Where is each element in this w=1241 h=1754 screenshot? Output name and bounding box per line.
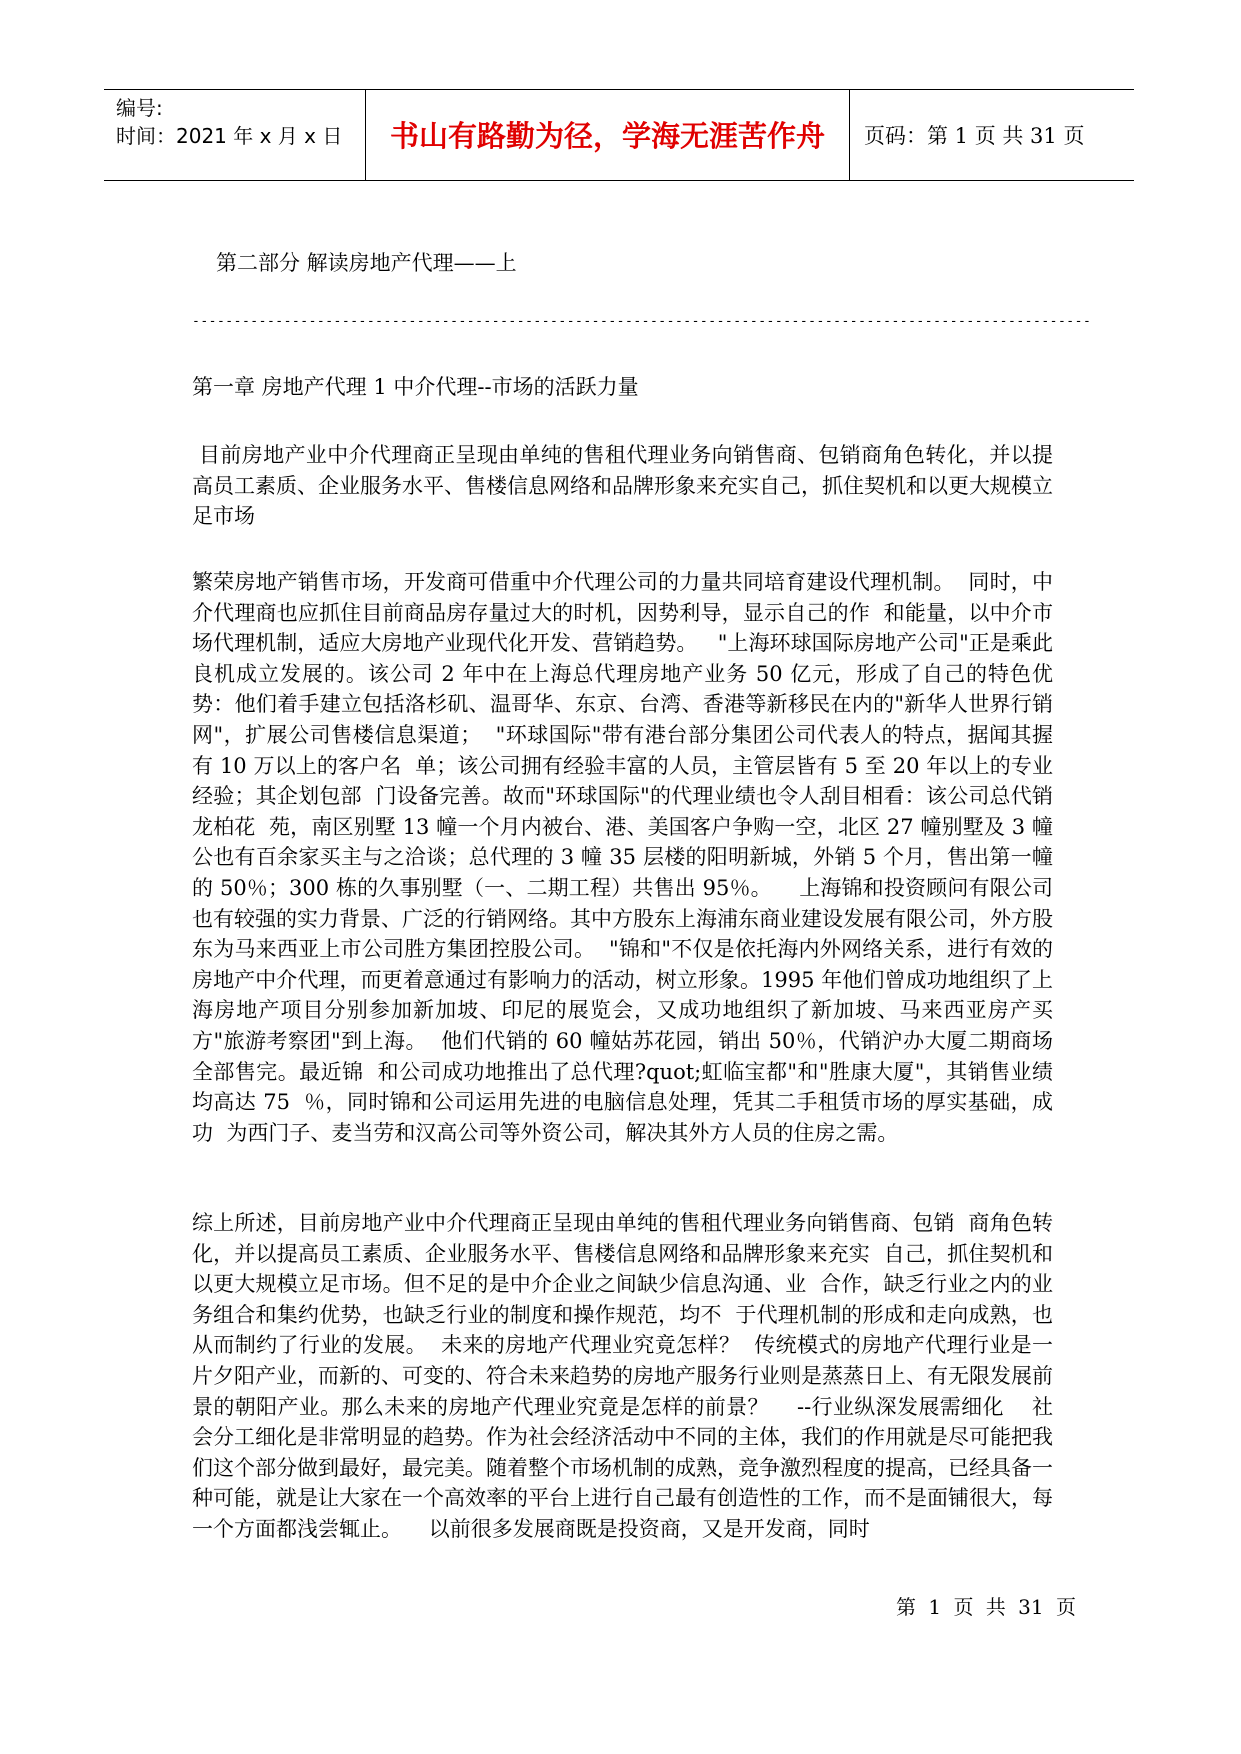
page-footer: 第 1 页 共 31 页	[896, 1595, 1076, 1619]
document-number-label: 编号:	[116, 96, 163, 120]
document-header	[104, 89, 1134, 181]
separator-line: ------------------------------------------------------------------------------------------------------------	[192, 314, 1092, 329]
paragraph-summary: 综上所述，目前房地产业中介代理商正呈现由单纯的售租代理业务向销售商、包销 商角色转化，并以提高员工素质、企业服务水平、售楼信息网络和品牌形象来充实 自己，抓住契机和以更大规模立足市场。但不足的是中介企业之间缺少信息沟通、业 合作，缺乏行业之内的业务组合和集约优势，也缺乏行业的制度和操作规范，均不 于代理机制的形成和走向成熟，也从而制约了行业的发展。 未来的房地产代理业究竟怎样？ 传统模式的房地产代理行业是一片夕阳产业，而新的、可变的、符合未来趋势的房地产服务行业则是蒸蒸日上、有无限发展前景的朝阳产业。那么未来的房地产代理业究竟是怎样的前景？ --行业纵深发展需细化 社会分工细化是非常明显的趋势。作为社会经济活动中不同的主体，我们的作用就是尽可能把我们这个部分做到最好，最完美。随着整个市场机制的成熟，竞争激烈程度的提高，已经具备一种可能，就是让大家在一个高效率的平台上进行自己最有创造性的工作，而不是面铺很大，每一个方面都浅尝辄止。 以前很多发展商既是投资商，又是开发商，同时	[192, 1211, 1053, 1541]
chapter-title: 第一章 房地产代理 1 中介代理--市场的活跃力量	[192, 375, 639, 399]
document-time-label: 时间：2021 年 x 月 x 日	[116, 124, 343, 148]
paragraph-market: 繁荣房地产销售市场，开发商可借重中介代理公司的力量共同培育建设代理机制。 同时，中介代理商也应抓住目前商品房存量过大的时机，因势利导，显示自己的作 和能量，以中介市场代理机制，适应大房地产业现代化开发、营销趋势。 "上海环球国际房地产公司"正是乘此良机成立发展的。该公司 2 年中在上海总代理房地产业务 50 亿元，形成了自己的特色优势：他们着手建立包括洛杉矶、温哥华、东京、台湾、香港等新移民在内的"新华人世界行销网"，扩展公司售楼信息渠道； "环球国际"带有港台部分集团公司代表人的特点，据闻其握有 10 万以上的客户名 单；该公司拥有经验丰富的人员，主管层皆有 5 至 20 年以上的专业经验；其企划包部 门设备完善。故而"环球国际"的代理业绩也令人刮目相看：该公司总代销龙柏花 苑，南区别墅 13 幢一个月内被台、港、美国客户争购一空，北区 27 幢别墅及 3 幢公也有百余家买主与之洽谈；总代理的 3 幢 35 层楼的阳明新城，外销 5 个月，售出第一幢的 50％；300 栋的久事别墅（一、二期工程）共售出 95％。 上海锦和投资顾问有限公司也有较强的实力背景、广泛的行销网络。其中方股东上海浦东商业建设发展有限公司，外方股东为马来西亚上市公司胜方集团控股公司。 "锦和"不仅是依托海内外网络关系，进行有效的房地产中介代理，而更着意通过有影响力的活动，树立形象。1995 年他们曾成功地组织了上海房地产项目分别参加新加坡、印尼的展览会，又成功地组织了新加坡、马来西亚房产买方"旅游考察团"到上海。 他们代销的 60 幢姑苏花园，销出 50％，代销沪办大厦二期商场全部售完。最近锦 和公司成功地推出了总代理?quot;虹临宝都"和"胜康大厦"，其销售业绩均高达 75 ％，同时锦和公司运用先进的电脑信息处理，凭其二手租赁市场的厚实基础，成功 为西门子、麦当劳和汉高公司等外资公司，解决其外方人员的住房之需。	[192, 570, 1053, 1145]
header-meta-cell	[104, 90, 366, 180]
header-slogan: 书山有路勤为径，学海无涯苦作舟	[366, 90, 850, 180]
header-page-code: 页码：第 1 页 共 31 页	[864, 124, 1085, 148]
part-title: 第二部分 解读房地产代理——上	[216, 251, 517, 275]
paragraph-intro: 目前房地产业中介代理商正呈现由单纯的售租代理业务向销售商、包销商角色转化，并以提高员工素质、企业服务水平、售楼信息网络和品牌形象来充实自己，抓住契机和以更大规模立足市场	[192, 443, 1053, 529]
